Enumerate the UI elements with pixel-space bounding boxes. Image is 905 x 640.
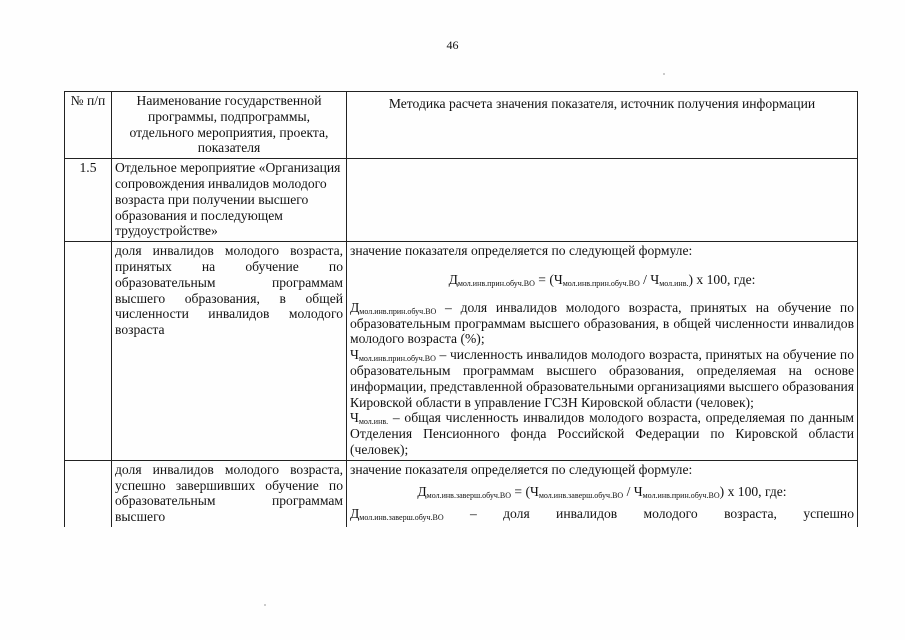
scan-speck xyxy=(663,73,665,75)
header-method: Методика расчета значения показателя, источник получения информации xyxy=(347,92,858,159)
formula-subscript: мол.инв.прин.обуч.ВО xyxy=(642,490,720,500)
definition-text: – доля инвалидов молодого возраста, успешно xyxy=(443,506,854,522)
definition-symbol: Д xyxy=(350,506,360,522)
row-number: 1.5 xyxy=(65,159,112,242)
definition-symbol: Ч xyxy=(350,347,359,363)
formula-operator: = (Ч xyxy=(534,271,563,287)
indicator-name: доля инвалидов молодого возраста, принятых на обучение по образовательным программам высшего образования, в общей численности инвалидов молодого возраста xyxy=(112,242,347,461)
formula-symbol: Д xyxy=(417,483,427,499)
methodology-table xyxy=(64,91,858,527)
definition xyxy=(350,347,854,410)
indicator-name: доля инвалидов молодого возраста, успешно завершивших обучение по образовательным программам высшего xyxy=(112,460,347,527)
formula xyxy=(350,484,854,500)
page-number: 46 xyxy=(446,38,459,52)
formula-subscript: мол.инв.прин.обуч.ВО xyxy=(562,278,640,288)
definition-subscript: мол.инв.прин.обуч.ВО xyxy=(359,306,437,316)
table-header-row xyxy=(65,92,858,159)
formula-subscript: мол.инв. xyxy=(659,278,689,288)
formula-subscript: мол.инв.заверш.обуч.ВО xyxy=(538,490,624,500)
formula-intro: значение показателя определяется по следующей формуле: xyxy=(350,243,693,259)
measure-name: Отдельное мероприятие «Организация сопровождения инвалидов молодого возраста при получении высшего образования и последующем трудоустройстве» xyxy=(112,159,347,242)
definition-text: – численность инвалидов молодого возраста, принятых на обучение по образовательным программам высшего образования, определяемая на основе информации, представленной образовательными организациями высшего образования Кировской области в управление ГСЗН Кировской области (человек); xyxy=(350,347,854,410)
formula-operator: = (Ч xyxy=(511,483,539,499)
definition xyxy=(350,410,854,457)
definition xyxy=(350,300,854,347)
method-cell xyxy=(347,460,858,527)
formula-operator: / Ч xyxy=(623,483,643,499)
definition-symbol: Д xyxy=(350,299,360,315)
header-number: № п/п xyxy=(65,92,112,159)
formula-subscript: мол.инв.заверш.обуч.ВО xyxy=(426,490,512,500)
method-cell xyxy=(347,242,858,461)
formula-subscript: мол.инв.прин.обуч.ВО xyxy=(457,278,535,288)
header-name: Наименование государственной программы, подпрограммы, отдельного мероприятия, проекта, показателя xyxy=(112,92,347,159)
definition xyxy=(350,506,854,522)
table-row xyxy=(65,159,858,242)
definition-subscript: мол.инв.прин.обуч.ВО xyxy=(358,354,436,364)
method-cell-empty xyxy=(347,159,858,242)
formula-intro: значение показателя определяется по следующей формуле: xyxy=(350,461,693,477)
definition-text: – доля инвалидов молодого возраста, принятых на обучение по образовательным программам высшего образования, в общей численности инвалидов молодого возраста (%); xyxy=(350,299,854,347)
definition-symbol: Ч xyxy=(350,410,359,426)
scan-speck xyxy=(264,604,266,606)
formula-operator: / Ч xyxy=(639,271,660,287)
definition-subscript: мол.инв. xyxy=(358,417,389,427)
formula xyxy=(350,272,854,288)
formula-symbol: Д xyxy=(448,271,458,287)
formula-tail: ) x 100, где: xyxy=(688,271,756,287)
row-number-empty xyxy=(65,242,112,461)
table-row xyxy=(65,242,858,461)
table-row xyxy=(65,460,858,527)
row-number-empty xyxy=(65,460,112,527)
definition-subscript: мол.инв.заверш.обуч.ВО xyxy=(359,513,444,523)
formula-tail: ) x 100, где: xyxy=(719,483,787,499)
definition-text: – общая численность инвалидов молодого возраста, определяемая по данным Отделения Пенсионного фонда Российской Федерации по Кировской области (человек); xyxy=(350,410,854,457)
